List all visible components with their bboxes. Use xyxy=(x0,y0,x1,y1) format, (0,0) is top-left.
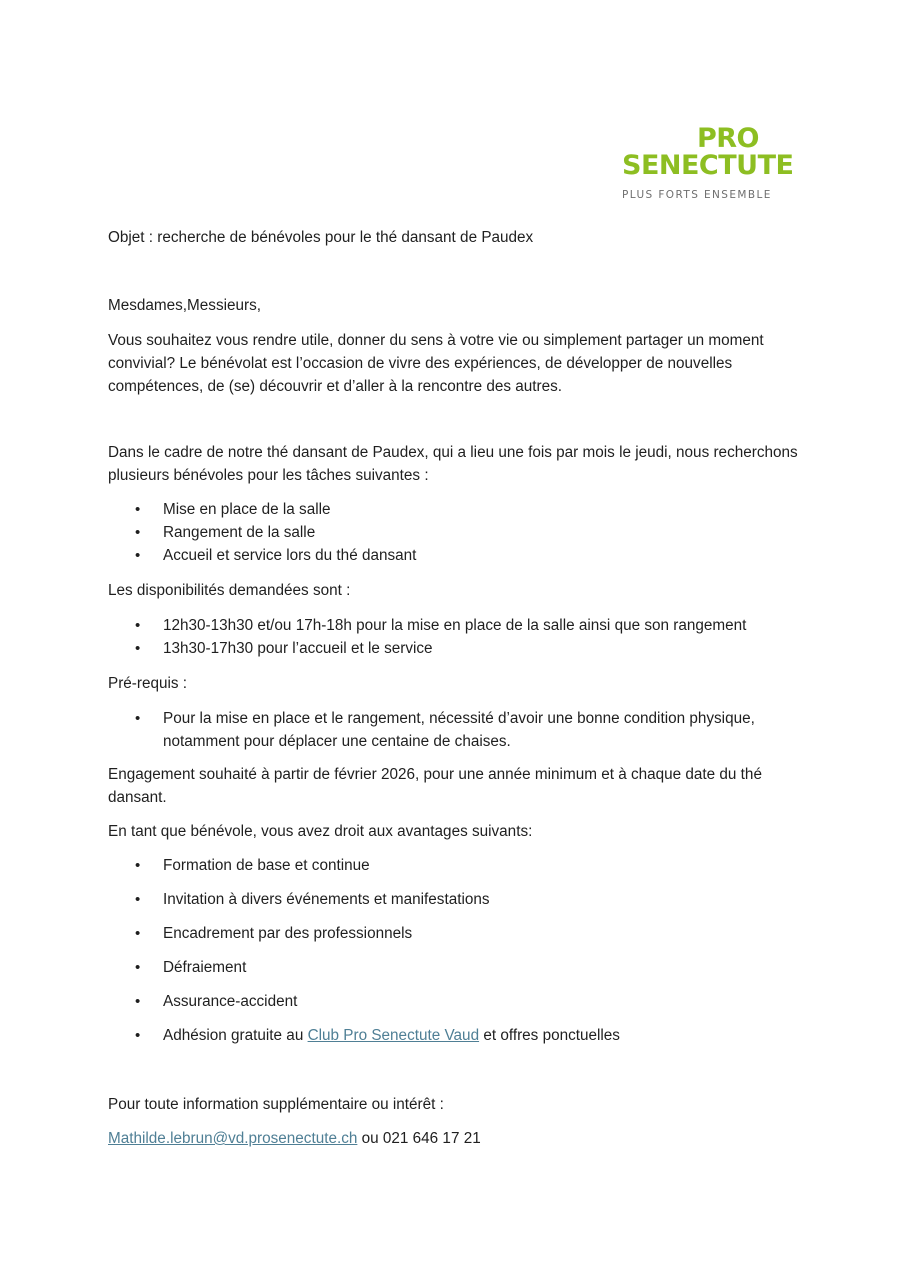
list-item xyxy=(108,1024,808,1047)
club-link[interactable]: Club Pro Senectute Vaud xyxy=(307,1027,480,1044)
availability-heading: Les disponibilités demandées sont : xyxy=(108,582,351,599)
email-link[interactable]: Mathilde.lebrun@vd.prosenectute.ch xyxy=(108,1130,358,1147)
bullet-icon: • xyxy=(135,891,141,908)
contact-heading: Pour toute information supplémentaire ou intérêt : xyxy=(108,1096,444,1113)
benefit-text: Défraiement xyxy=(163,959,247,976)
bullet-icon: • xyxy=(135,993,141,1010)
bullet-icon: • xyxy=(135,524,141,541)
engagement-paragraph: Engagement souhaité à partir de février 2026, pour une année minimum et à chaque date du thé dansant. xyxy=(108,766,762,806)
logo-tagline: PLUS FORTS ENSEMBLE xyxy=(622,189,772,201)
benefit-prefix: Adhésion gratuite au xyxy=(163,1027,308,1044)
list-item xyxy=(108,990,808,1013)
list-item xyxy=(108,888,808,911)
availability-text: 12h30-13h30 et/ou 17h-18h pour la mise en place de la salle ainsi que son rangement xyxy=(163,617,747,634)
bullet-icon: • xyxy=(135,959,141,976)
greeting: Mesdames,Messieurs, xyxy=(108,297,262,314)
bullet-icon: • xyxy=(135,547,141,564)
tasks-list xyxy=(108,498,808,567)
bullet-icon: • xyxy=(135,925,141,942)
benefit-text: Invitation à divers événements et manifestations xyxy=(163,891,490,908)
task-text: Mise en place de la salle xyxy=(163,501,331,518)
list-item xyxy=(108,544,808,567)
context-paragraph: Dans le cadre de notre thé dansant de Paudex, qui a lieu une fois par mois le jeudi, nous recherchons plusieurs bénévoles pour les tâches suivantes : xyxy=(108,444,798,484)
prereq-heading: Pré-requis : xyxy=(108,675,188,692)
prereq-list xyxy=(108,707,808,753)
bullet-icon: • xyxy=(135,640,141,657)
availability-text: 13h30-17h30 pour l’accueil et le service xyxy=(163,640,433,657)
list-item xyxy=(108,707,808,753)
bullet-icon: • xyxy=(135,1027,141,1044)
bullet-icon: • xyxy=(135,710,141,727)
contact-line xyxy=(108,1127,808,1150)
benefits-list xyxy=(108,854,808,1058)
phone-text: ou 021 646 17 21 xyxy=(357,1130,481,1147)
list-item xyxy=(108,637,808,660)
bullet-icon: • xyxy=(135,857,141,874)
list-item xyxy=(108,956,808,979)
bullet-icon: • xyxy=(135,501,141,518)
benefit-suffix: et offres ponctuelles xyxy=(479,1027,620,1044)
benefit-text: Assurance-accident xyxy=(163,993,298,1010)
prereq-text: Pour la mise en place et le rangement, nécessité d’avoir une bonne condition physique, notamment pour déplacer une centaine de chaises. xyxy=(163,710,755,750)
list-item xyxy=(108,854,808,877)
list-item xyxy=(108,614,808,637)
list-item xyxy=(108,922,808,945)
list-item xyxy=(108,521,808,544)
benefit-text: Formation de base et continue xyxy=(163,857,370,874)
logo-word-senectute: SENECTUTE xyxy=(622,150,794,181)
pro-senectute-logo xyxy=(622,123,794,201)
subject-line: Objet : recherche de bénévoles pour le thé dansant de Paudex xyxy=(108,229,534,246)
availability-list xyxy=(108,614,808,660)
task-text: Rangement de la salle xyxy=(163,524,316,541)
list-item xyxy=(108,498,808,521)
benefits-heading: En tant que bénévole, vous avez droit aux avantages suivants: xyxy=(108,823,533,840)
task-text: Accueil et service lors du thé dansant xyxy=(163,547,417,564)
benefit-text: Encadrement par des professionnels xyxy=(163,925,413,942)
intro-paragraph: Vous souhaitez vous rendre utile, donner du sens à votre vie ou simplement partager un moment convivial? Le bénévolat est l’occasion de vivre des expériences, de développer de nouvelles compétences, de (se) découvrir et d’aller à la rencontre des autres. xyxy=(108,332,764,395)
bullet-icon: • xyxy=(135,617,141,634)
logo-word-pro: PRO xyxy=(696,123,759,154)
